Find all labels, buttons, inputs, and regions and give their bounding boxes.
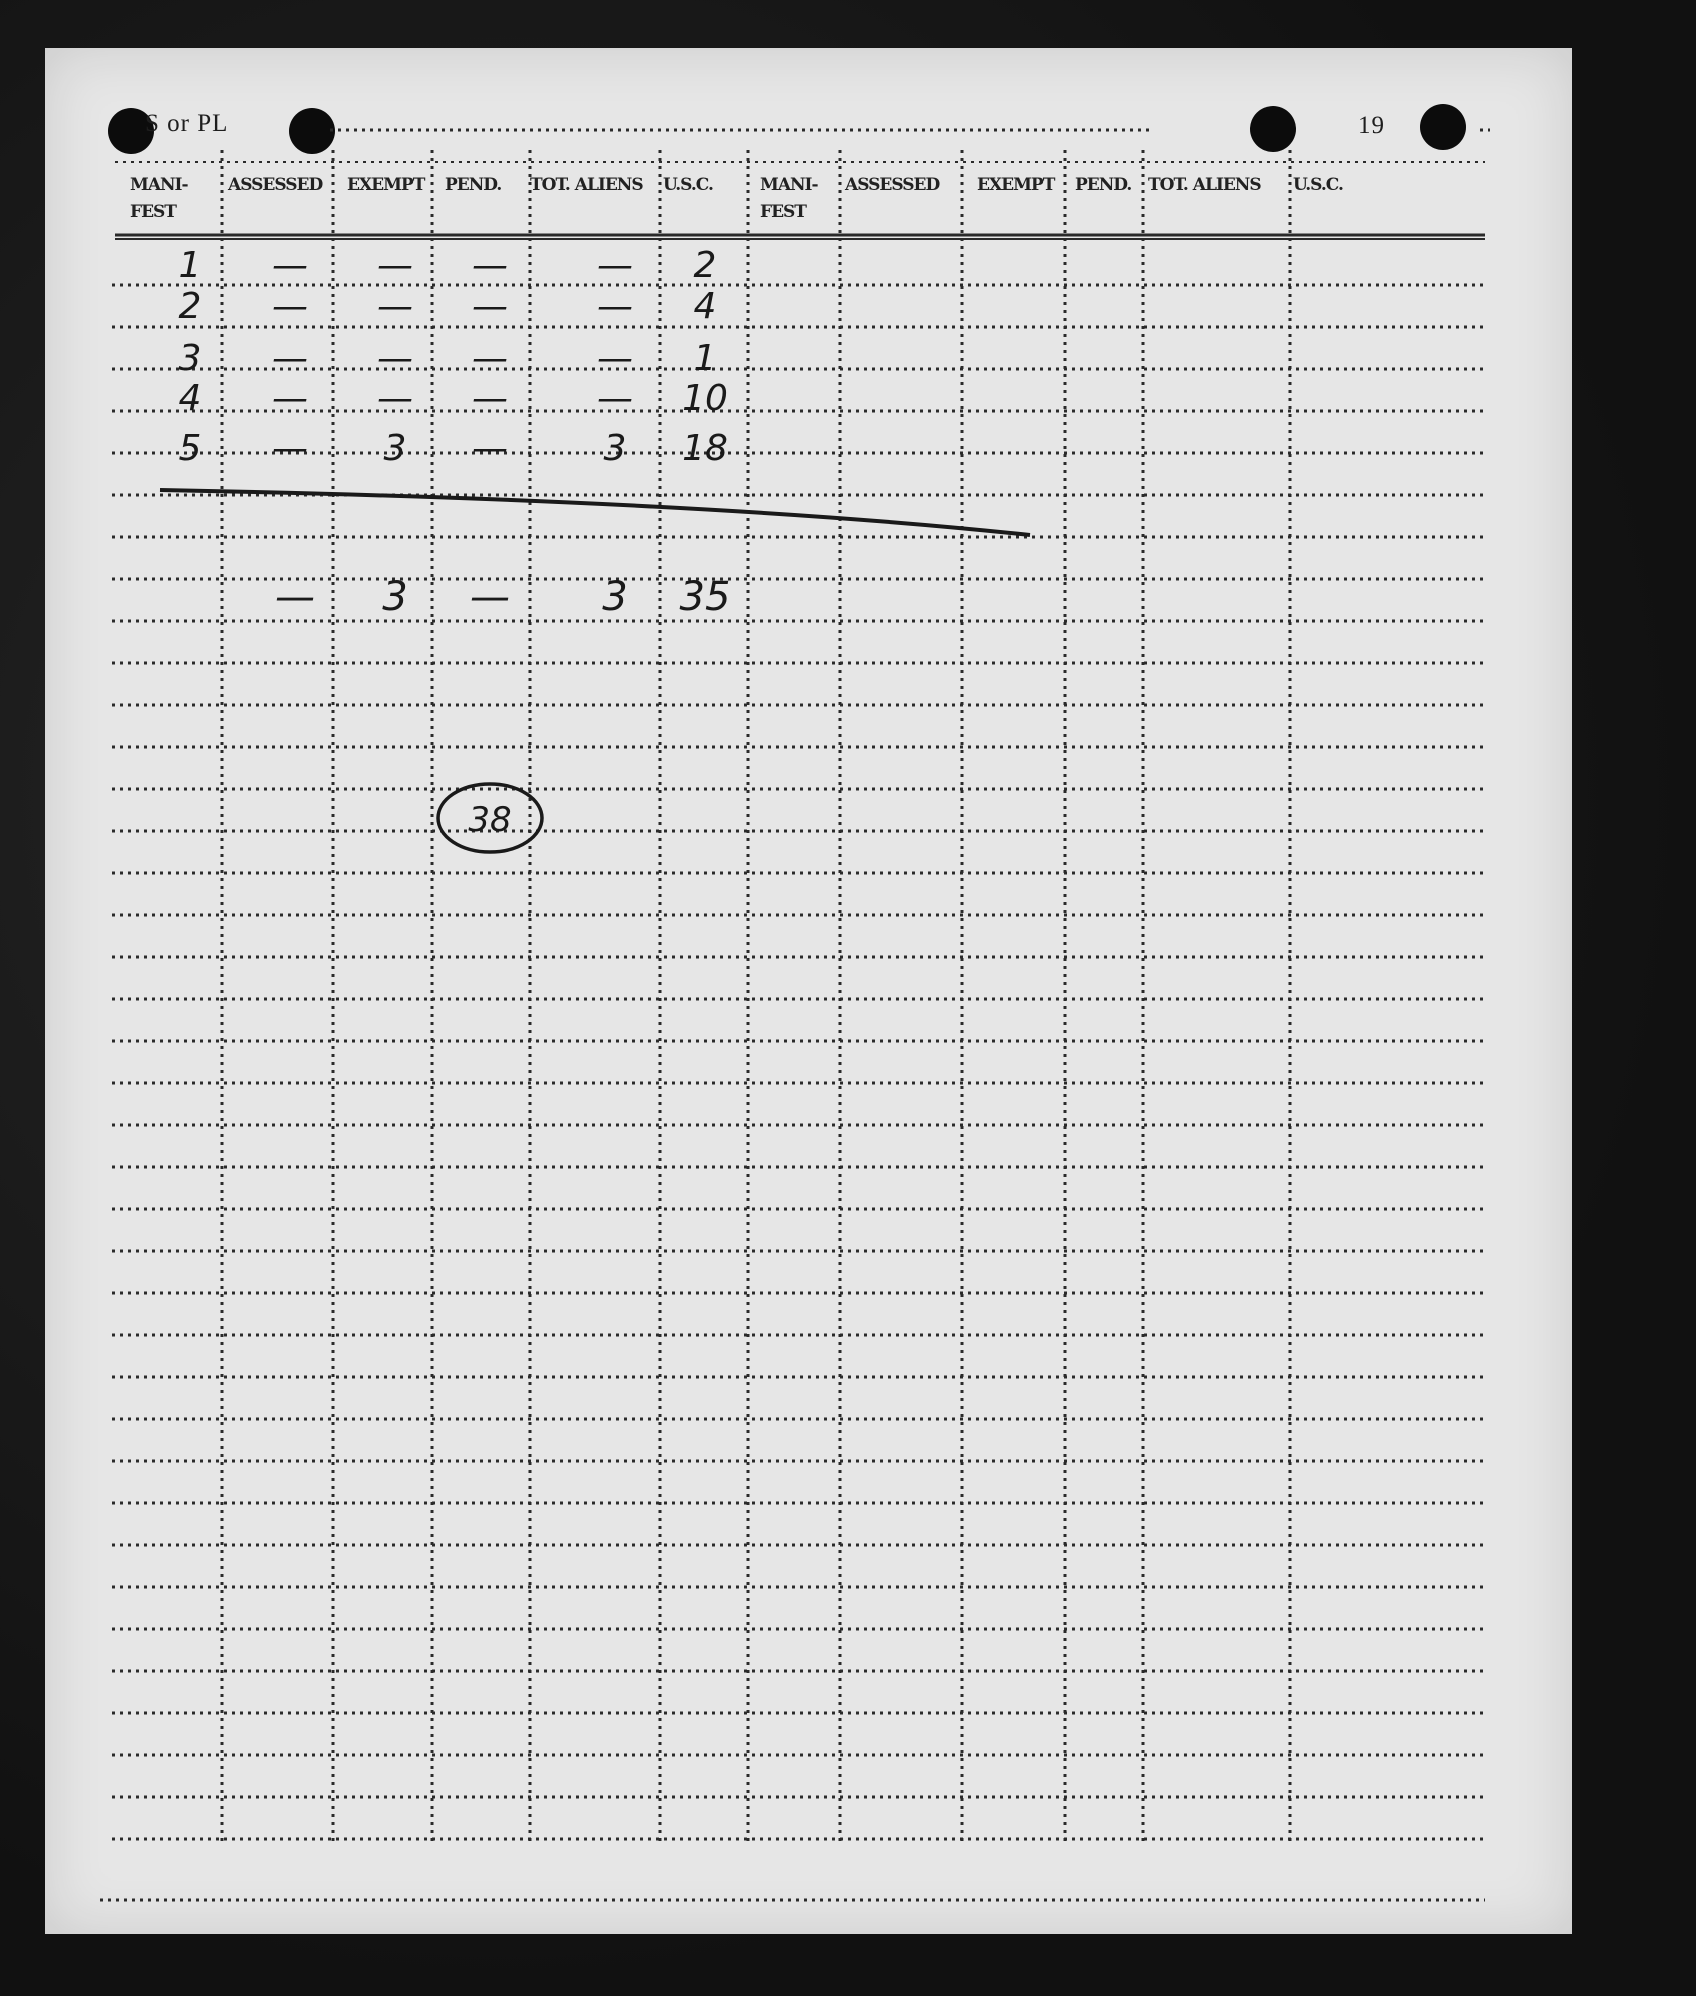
entry-pend: —: [472, 286, 508, 327]
col-header-pend-left: PEND.: [445, 175, 502, 195]
entry-assessed: —: [272, 378, 308, 419]
entry-exempt: —: [377, 286, 413, 327]
total-pend: —: [470, 574, 510, 620]
entry-usc: 2: [693, 245, 717, 286]
entry-pend: —: [472, 245, 508, 286]
entry-exempt: —: [377, 245, 413, 286]
entry-usc: 10: [682, 378, 728, 419]
entry-manifest: 5: [178, 428, 202, 469]
entry-usc: 1: [693, 338, 717, 379]
entry-assessed: —: [272, 338, 308, 379]
col-header-assessed-left: ASSESSED: [228, 175, 323, 195]
entry-manifest: 2: [178, 286, 202, 327]
entry-tot_aliens: —: [597, 338, 633, 379]
handwritten-underline: [160, 490, 1030, 535]
col-header-pend-right: PEND.: [1075, 175, 1132, 195]
col-header-exempt-right: EXEMPT: [977, 175, 1055, 195]
entry-pend: —: [472, 378, 508, 419]
year-prefix-label: 19: [1358, 112, 1385, 139]
entry-exempt: —: [377, 338, 413, 379]
entry-pend: —: [472, 428, 508, 469]
total-exempt: 3: [382, 574, 408, 620]
col-header-assessed-right: ASSESSED: [845, 175, 940, 195]
col-header-exempt-left: EXEMPT: [347, 175, 425, 195]
entry-usc: 18: [682, 428, 728, 469]
entry-tot_aliens: 3: [603, 428, 627, 469]
col-header-manifest-right: MANI- FEST: [760, 175, 818, 222]
entry-assessed: —: [272, 286, 308, 327]
total-usc: 35: [679, 574, 731, 620]
entry-usc: 4: [693, 286, 717, 327]
entry-assessed: —: [272, 245, 308, 286]
total-tot_aliens: 3: [602, 574, 628, 620]
entry-tot_aliens: —: [597, 286, 633, 327]
entry-tot_aliens: —: [597, 378, 633, 419]
entry-manifest: 1: [178, 245, 202, 286]
total-assessed: —: [275, 574, 315, 620]
entry-manifest: 4: [178, 378, 202, 419]
col-header-tot-aliens-right: TOT. ALIENS: [1148, 175, 1261, 195]
entry-exempt: —: [377, 378, 413, 419]
col-header-usc-left: U.S.C.: [663, 175, 713, 195]
entry-tot_aliens: —: [597, 245, 633, 286]
col-header-tot-aliens-left: TOT. ALIENS: [530, 175, 643, 195]
entry-manifest: 3: [178, 338, 202, 379]
entry-pend: —: [472, 338, 508, 379]
form-prefix-label: S or PL: [145, 110, 229, 137]
col-header-manifest-left: MANI- FEST: [130, 175, 188, 222]
entry-assessed: —: [272, 428, 308, 469]
entry-exempt: 3: [383, 428, 407, 469]
grand-total-value: 38: [468, 800, 512, 840]
col-header-usc-right: U.S.C.: [1293, 175, 1343, 195]
